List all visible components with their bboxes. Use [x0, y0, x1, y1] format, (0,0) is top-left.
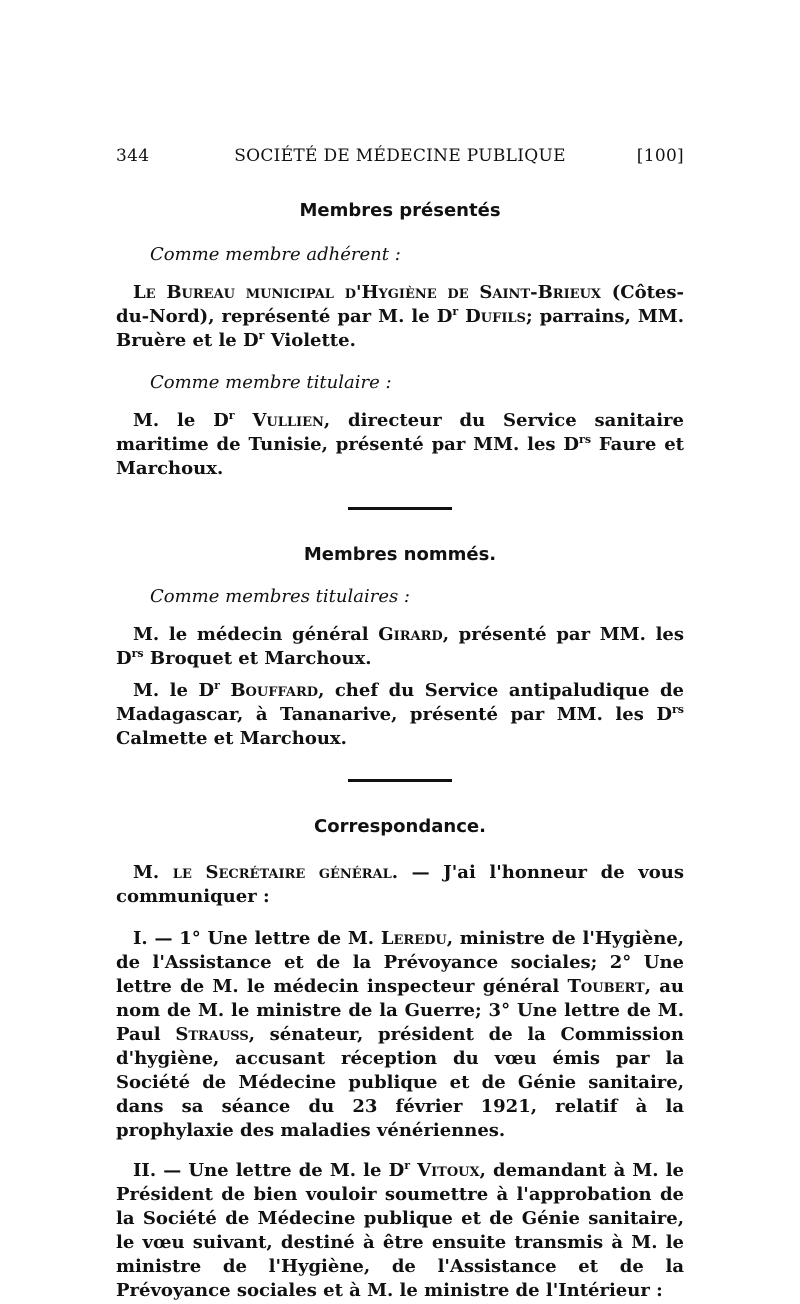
running-title: SOCIÉTÉ DE MÉDECINE PUBLIQUE [234, 146, 566, 166]
text-segment: II. — Une lettre de M. le D [133, 1160, 405, 1181]
text-segment: Broquet et Marchoux. [143, 648, 372, 669]
text-name-vullien: Vullien [252, 410, 324, 431]
text-segment: — J'ai l'honneur de vous communiquer : [116, 862, 684, 907]
superscript: rs [131, 647, 144, 660]
page-number: 344 [116, 146, 150, 166]
page-content [116, 200, 684, 1303]
paragraph-bureau-hygiene [116, 281, 684, 353]
text-name-girard: Girard [378, 624, 443, 645]
text-segment: Calmette et Marchoux. [116, 728, 347, 749]
text-segment: Violette. [264, 330, 356, 351]
text-name-toubert: Toubert [567, 976, 645, 997]
superscript: rs [579, 433, 592, 446]
text-segment: Faure et Marchoux. [116, 434, 684, 479]
paragraph-bouffard [116, 679, 684, 751]
text-name-vitoux: Vitoux [417, 1160, 480, 1181]
text-segment: , présenté par MM. les D [116, 624, 684, 669]
text-segment: , sénateur, président de la Commission d'hygiène, accusant réception du vœu émis par la Société de Médecine publique et de Génie sanitaire, dans sa séance du 23 février 1921, relatif à la prophylaxie des maladies vénériennes. [116, 1024, 684, 1141]
paragraph-letter-ii [116, 1159, 684, 1303]
separator-rule [348, 779, 452, 782]
text-segment: M. le D [133, 680, 215, 701]
text-segment: M. le médecin général [133, 624, 379, 645]
text-bureau-name: Le Bureau municipal d'Hygiène de Saint-Brieux [133, 282, 601, 303]
heading-membres-nommes: Membres nommés. [303, 544, 497, 565]
superscript: r [452, 305, 459, 318]
heading-correspondance: Correspondance. [314, 816, 486, 837]
superscript: r [228, 409, 235, 422]
text-segment: (Côtes-du-Nord), représenté par M. le D [116, 282, 684, 327]
paragraph-letters-i [116, 927, 684, 1143]
heading-membres-presentes: Membres présentés [299, 200, 501, 221]
text-name-bouffard: Bouffard [230, 680, 319, 701]
text-segment: , demandant à M. le Président de bien vouloir soumettre à l'approbation de la Société de Médecine publique et de Génie sanitaire, le vœu suivant, destiné à être ensuite transmis à M. le ministre de l'Hygiène, de l'Assistance et de la Prévoyance sociales et à M. le ministre de l'Intérieur : [116, 1160, 684, 1301]
text-secretaire-general: M. le Secrétaire général. [133, 862, 399, 883]
subheading-membre-titulaire: Comme membre titulaire : [150, 372, 392, 393]
text-name-strauss: Strauss [175, 1024, 249, 1045]
text-segment: I. — 1° Une lettre de M. [133, 928, 381, 949]
running-header [116, 146, 684, 172]
superscript: r [258, 329, 265, 342]
text-name-leredu: Leredu [380, 928, 447, 949]
text-segment: , au nom de M. le ministre de la Guerre; 3° Une lettre de M. Paul [116, 976, 684, 1045]
text-segment: , directeur du Service sanitaire maritime de Tunisie, présenté par MM. les D [116, 410, 684, 455]
text-segment: ; parrains, MM. Bruère et le D [116, 306, 684, 351]
section-number: [100] [636, 146, 684, 166]
superscript: r [404, 1159, 410, 1172]
text-segment: M. le D [133, 410, 229, 431]
text-segment: , ministre de l'Hygiène, de l'Assistance et de la Prévoyance sociales; 2° Une lettre de M. le médecin inspecteur général [116, 928, 684, 997]
superscript: rs [672, 703, 684, 716]
paragraph-vullien [116, 409, 684, 481]
paragraph-secretaire [116, 861, 684, 909]
subheading-membre-adherent: Comme membre adhérent : [150, 244, 401, 265]
subheading-membres-titulaires: Comme membres titulaires : [150, 586, 410, 607]
text-name-dufils: Dufils [465, 306, 526, 327]
paragraph-girard [116, 623, 684, 671]
superscript: r [214, 679, 220, 692]
separator-rule [348, 507, 452, 510]
text-segment: , chef du Service antipaludique de Madagascar, à Tananarive, présenté par MM. les D [116, 680, 684, 725]
